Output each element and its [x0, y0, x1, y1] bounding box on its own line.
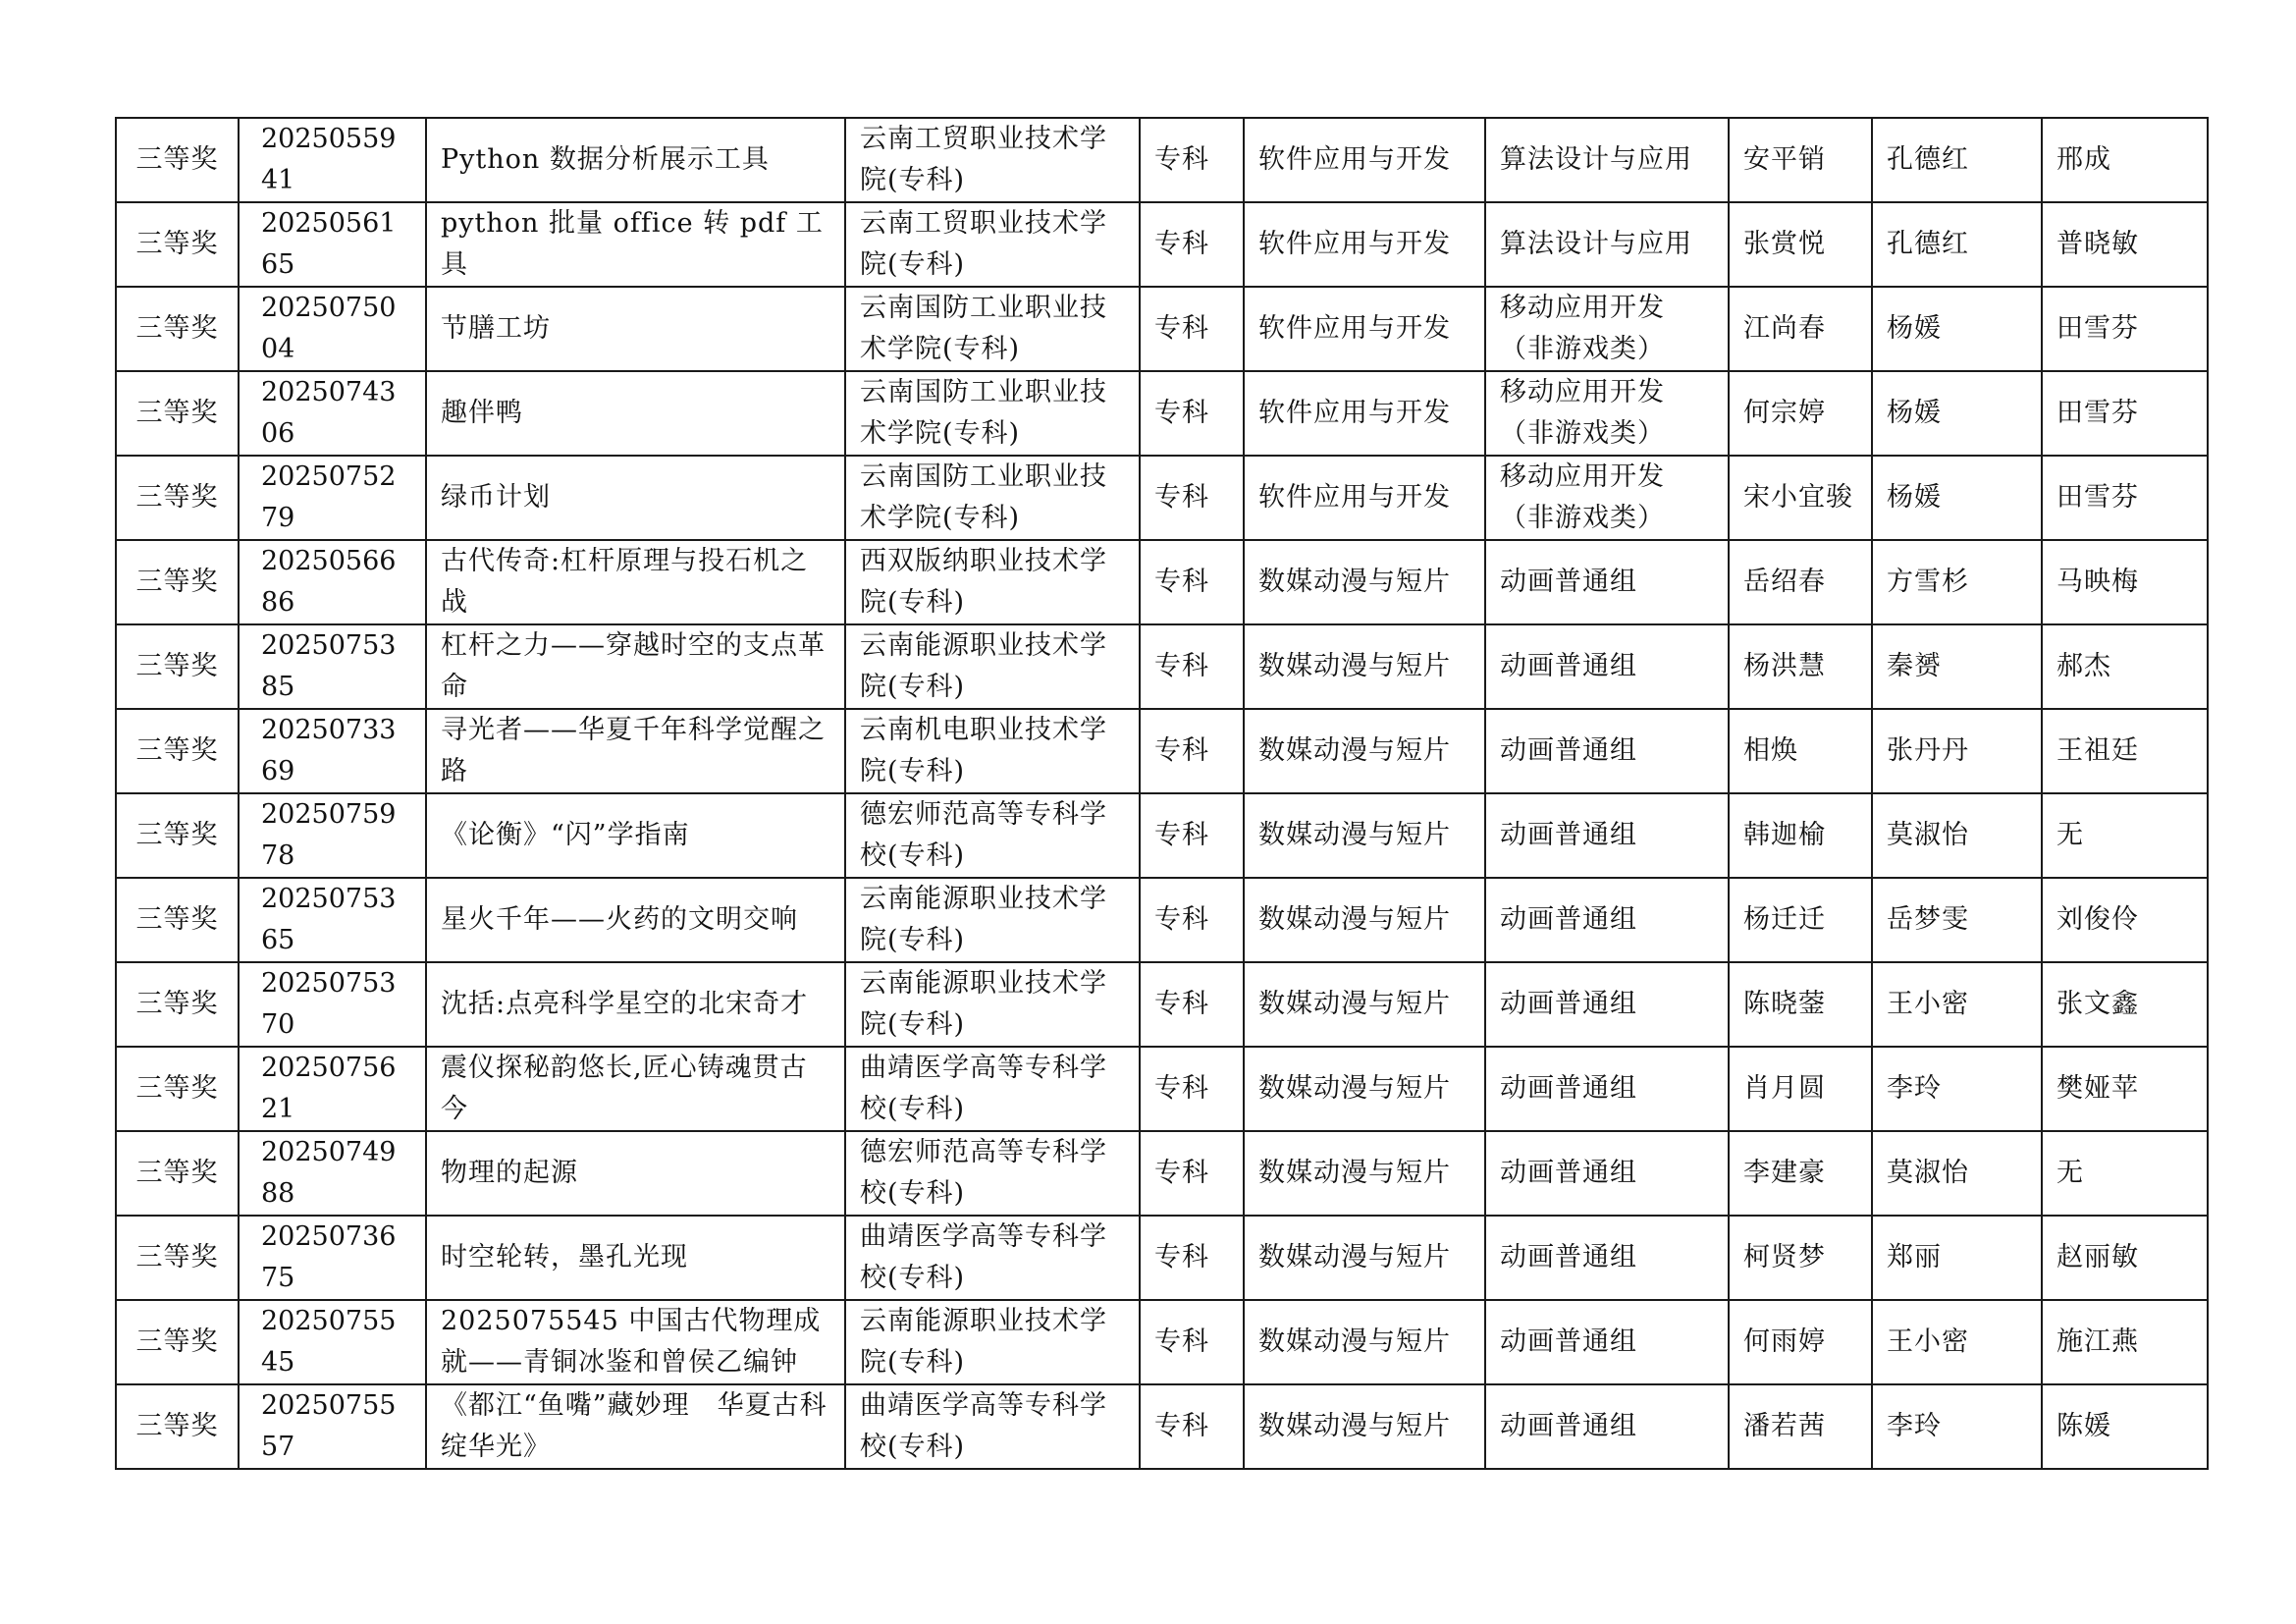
- advisor-2-cell: 施江燕: [2042, 1300, 2208, 1384]
- student-cell: 何宗婷: [1729, 371, 1872, 456]
- group-cell: 算法设计与应用: [1485, 118, 1729, 202]
- work-id-cell: 2025055941: [239, 118, 426, 202]
- school-cell: 云南国防工业职业技术学院(专科): [845, 287, 1140, 371]
- table-row: [116, 1384, 2208, 1469]
- work-title-cell: Python 数据分析展示工具: [426, 118, 845, 202]
- category-cell: 数媒动漫与短片: [1244, 1384, 1485, 1469]
- advisor-1-cell: 李玲: [1872, 1384, 2042, 1469]
- table-row: [116, 540, 2208, 624]
- category-cell: 数媒动漫与短片: [1244, 1131, 1485, 1216]
- work-id-cell: 2025075621: [239, 1047, 426, 1131]
- advisor-2-cell: 邢成: [2042, 118, 2208, 202]
- student-cell: 宋小宜骏: [1729, 456, 1872, 540]
- group-cell: 动画普通组: [1485, 709, 1729, 793]
- award-level-cell: 三等奖: [116, 118, 239, 202]
- education-level-cell: 专科: [1140, 371, 1244, 456]
- school-cell: 云南机电职业技术学院(专科): [845, 709, 1140, 793]
- award-level-cell: 三等奖: [116, 962, 239, 1047]
- category-cell: 数媒动漫与短片: [1244, 624, 1485, 709]
- school-cell: 曲靖医学高等专科学校(专科): [845, 1047, 1140, 1131]
- award-level-cell: 三等奖: [116, 1300, 239, 1384]
- table-row: [116, 456, 2208, 540]
- award-results-table: [115, 117, 2209, 1470]
- work-id-cell: 2025073675: [239, 1216, 426, 1300]
- group-cell: 动画普通组: [1485, 793, 1729, 878]
- group-cell: 动画普通组: [1485, 962, 1729, 1047]
- student-cell: 潘若茜: [1729, 1384, 1872, 1469]
- group-cell: 动画普通组: [1485, 1216, 1729, 1300]
- school-cell: 云南能源职业技术学院(专科): [845, 624, 1140, 709]
- student-cell: 张赏悦: [1729, 202, 1872, 287]
- group-cell: 移动应用开发（非游戏类）: [1485, 456, 1729, 540]
- advisor-2-cell: 刘俊伶: [2042, 878, 2208, 962]
- education-level-cell: 专科: [1140, 878, 1244, 962]
- advisor-2-cell: 无: [2042, 793, 2208, 878]
- school-cell: 云南工贸职业技术学院(专科): [845, 118, 1140, 202]
- work-title-cell: 趣伴鸭: [426, 371, 845, 456]
- award-level-cell: 三等奖: [116, 624, 239, 709]
- education-level-cell: 专科: [1140, 1216, 1244, 1300]
- student-cell: 肖月圆: [1729, 1047, 1872, 1131]
- student-cell: 陈晓蓥: [1729, 962, 1872, 1047]
- award-level-cell: 三等奖: [116, 287, 239, 371]
- education-level-cell: 专科: [1140, 202, 1244, 287]
- category-cell: 软件应用与开发: [1244, 371, 1485, 456]
- group-cell: 移动应用开发（非游戏类）: [1485, 371, 1729, 456]
- table-row: [116, 793, 2208, 878]
- award-level-cell: 三等奖: [116, 371, 239, 456]
- table-row: [116, 1131, 2208, 1216]
- award-level-cell: 三等奖: [116, 1216, 239, 1300]
- advisor-2-cell: 无: [2042, 1131, 2208, 1216]
- advisor-2-cell: 普晓敏: [2042, 202, 2208, 287]
- advisor-2-cell: 陈媛: [2042, 1384, 2208, 1469]
- school-cell: 德宏师范高等专科学校(专科): [845, 1131, 1140, 1216]
- student-cell: 何雨婷: [1729, 1300, 1872, 1384]
- advisor-2-cell: 樊娅苹: [2042, 1047, 2208, 1131]
- work-id-cell: 2025075370: [239, 962, 426, 1047]
- work-id-cell: 2025056686: [239, 540, 426, 624]
- advisor-1-cell: 方雪杉: [1872, 540, 2042, 624]
- award-level-cell: 三等奖: [116, 793, 239, 878]
- table-row: [116, 1300, 2208, 1384]
- work-id-cell: 2025075545: [239, 1300, 426, 1384]
- work-id-cell: 2025056165: [239, 202, 426, 287]
- education-level-cell: 专科: [1140, 1131, 1244, 1216]
- category-cell: 数媒动漫与短片: [1244, 540, 1485, 624]
- student-cell: 柯贤梦: [1729, 1216, 1872, 1300]
- work-title-cell: 《论衡》“闪”学指南: [426, 793, 845, 878]
- table-row: [116, 878, 2208, 962]
- category-cell: 数媒动漫与短片: [1244, 709, 1485, 793]
- advisor-1-cell: 杨媛: [1872, 371, 2042, 456]
- advisor-2-cell: 王祖廷: [2042, 709, 2208, 793]
- education-level-cell: 专科: [1140, 1384, 1244, 1469]
- award-level-cell: 三等奖: [116, 709, 239, 793]
- work-title-cell: 2025075545 中国古代物理成就——青铜冰鉴和曾侯乙编钟: [426, 1300, 845, 1384]
- advisor-2-cell: 田雪芬: [2042, 456, 2208, 540]
- advisor-2-cell: 田雪芬: [2042, 371, 2208, 456]
- student-cell: 韩迦榆: [1729, 793, 1872, 878]
- work-title-cell: 古代传奇:杠杆原理与投石机之战: [426, 540, 845, 624]
- work-id-cell: 2025075365: [239, 878, 426, 962]
- category-cell: 数媒动漫与短片: [1244, 793, 1485, 878]
- work-title-cell: 绿币计划: [426, 456, 845, 540]
- work-title-cell: 时空轮转，墨孔光现: [426, 1216, 845, 1300]
- advisor-1-cell: 杨媛: [1872, 287, 2042, 371]
- work-id-cell: 2025074306: [239, 371, 426, 456]
- education-level-cell: 专科: [1140, 287, 1244, 371]
- group-cell: 动画普通组: [1485, 1131, 1729, 1216]
- advisor-1-cell: 孔德红: [1872, 202, 2042, 287]
- advisor-1-cell: 李玲: [1872, 1047, 2042, 1131]
- school-cell: 曲靖医学高等专科学校(专科): [845, 1384, 1140, 1469]
- education-level-cell: 专科: [1140, 793, 1244, 878]
- award-level-cell: 三等奖: [116, 878, 239, 962]
- work-id-cell: 2025075004: [239, 287, 426, 371]
- education-level-cell: 专科: [1140, 540, 1244, 624]
- table-row: [116, 371, 2208, 456]
- work-title-cell: 震仪探秘韵悠长,匠心铸魂贯古今: [426, 1047, 845, 1131]
- work-title-cell: 沈括:点亮科学星空的北宋奇才: [426, 962, 845, 1047]
- award-level-cell: 三等奖: [116, 202, 239, 287]
- education-level-cell: 专科: [1140, 709, 1244, 793]
- education-level-cell: 专科: [1140, 456, 1244, 540]
- work-id-cell: 2025074988: [239, 1131, 426, 1216]
- advisor-2-cell: 张文鑫: [2042, 962, 2208, 1047]
- school-cell: 云南工贸职业技术学院(专科): [845, 202, 1140, 287]
- group-cell: 动画普通组: [1485, 540, 1729, 624]
- advisor-2-cell: 马映梅: [2042, 540, 2208, 624]
- advisor-1-cell: 王小密: [1872, 962, 2042, 1047]
- work-title-cell: python 批量 office 转 pdf 工具: [426, 202, 845, 287]
- school-cell: 云南能源职业技术学院(专科): [845, 878, 1140, 962]
- table-row: [116, 118, 2208, 202]
- group-cell: 动画普通组: [1485, 878, 1729, 962]
- school-cell: 云南能源职业技术学院(专科): [845, 1300, 1140, 1384]
- table-row: [116, 1216, 2208, 1300]
- student-cell: 杨洪慧: [1729, 624, 1872, 709]
- group-cell: 算法设计与应用: [1485, 202, 1729, 287]
- category-cell: 数媒动漫与短片: [1244, 1216, 1485, 1300]
- advisor-1-cell: 王小密: [1872, 1300, 2042, 1384]
- student-cell: 杨迁迁: [1729, 878, 1872, 962]
- advisor-2-cell: 田雪芬: [2042, 287, 2208, 371]
- group-cell: 动画普通组: [1485, 1047, 1729, 1131]
- category-cell: 软件应用与开发: [1244, 202, 1485, 287]
- table-row: [116, 1047, 2208, 1131]
- category-cell: 软件应用与开发: [1244, 456, 1485, 540]
- advisor-1-cell: 孔德红: [1872, 118, 2042, 202]
- table-row: [116, 202, 2208, 287]
- education-level-cell: 专科: [1140, 1047, 1244, 1131]
- group-cell: 动画普通组: [1485, 1300, 1729, 1384]
- education-level-cell: 专科: [1140, 118, 1244, 202]
- work-title-cell: 节膳工坊: [426, 287, 845, 371]
- category-cell: 数媒动漫与短片: [1244, 962, 1485, 1047]
- advisor-1-cell: 岳梦雯: [1872, 878, 2042, 962]
- student-cell: 相焕: [1729, 709, 1872, 793]
- category-cell: 数媒动漫与短片: [1244, 1300, 1485, 1384]
- school-cell: 云南能源职业技术学院(专科): [845, 962, 1140, 1047]
- work-id-cell: 2025075279: [239, 456, 426, 540]
- education-level-cell: 专科: [1140, 624, 1244, 709]
- category-cell: 数媒动漫与短片: [1244, 878, 1485, 962]
- school-cell: 曲靖医学高等专科学校(专科): [845, 1216, 1140, 1300]
- work-title-cell: 寻光者——华夏千年科学觉醒之路: [426, 709, 845, 793]
- award-level-cell: 三等奖: [116, 1131, 239, 1216]
- advisor-1-cell: 张丹丹: [1872, 709, 2042, 793]
- student-cell: 李建豪: [1729, 1131, 1872, 1216]
- table-row: [116, 962, 2208, 1047]
- advisor-1-cell: 莫淑怡: [1872, 793, 2042, 878]
- advisor-1-cell: 莫淑怡: [1872, 1131, 2042, 1216]
- school-cell: 德宏师范高等专科学校(专科): [845, 793, 1140, 878]
- group-cell: 动画普通组: [1485, 1384, 1729, 1469]
- group-cell: 动画普通组: [1485, 624, 1729, 709]
- table-row: [116, 287, 2208, 371]
- work-id-cell: 2025075978: [239, 793, 426, 878]
- award-level-cell: 三等奖: [116, 456, 239, 540]
- award-level-cell: 三等奖: [116, 1384, 239, 1469]
- school-cell: 云南国防工业职业技术学院(专科): [845, 371, 1140, 456]
- advisor-1-cell: 郑丽: [1872, 1216, 2042, 1300]
- school-cell: 云南国防工业职业技术学院(专科): [845, 456, 1140, 540]
- work-title-cell: 《都江“鱼嘴”藏妙理 华夏古科绽华光》: [426, 1384, 845, 1469]
- work-title-cell: 星火千年——火药的文明交响: [426, 878, 845, 962]
- work-title-cell: 物理的起源: [426, 1131, 845, 1216]
- award-level-cell: 三等奖: [116, 540, 239, 624]
- group-cell: 移动应用开发（非游戏类）: [1485, 287, 1729, 371]
- category-cell: 数媒动漫与短片: [1244, 1047, 1485, 1131]
- table-row: [116, 709, 2208, 793]
- table-body: [116, 118, 2208, 1469]
- work-id-cell: 2025075385: [239, 624, 426, 709]
- school-cell: 西双版纳职业技术学院(专科): [845, 540, 1140, 624]
- category-cell: 软件应用与开发: [1244, 287, 1485, 371]
- advisor-2-cell: 赵丽敏: [2042, 1216, 2208, 1300]
- work-id-cell: 2025073369: [239, 709, 426, 793]
- work-title-cell: 杠杆之力——穿越时空的支点革命: [426, 624, 845, 709]
- award-level-cell: 三等奖: [116, 1047, 239, 1131]
- advisor-1-cell: 杨媛: [1872, 456, 2042, 540]
- education-level-cell: 专科: [1140, 1300, 1244, 1384]
- advisor-2-cell: 郝杰: [2042, 624, 2208, 709]
- advisor-1-cell: 秦赟: [1872, 624, 2042, 709]
- category-cell: 软件应用与开发: [1244, 118, 1485, 202]
- student-cell: 江尚春: [1729, 287, 1872, 371]
- education-level-cell: 专科: [1140, 962, 1244, 1047]
- student-cell: 安平销: [1729, 118, 1872, 202]
- student-cell: 岳绍春: [1729, 540, 1872, 624]
- table-row: [116, 624, 2208, 709]
- work-id-cell: 2025075557: [239, 1384, 426, 1469]
